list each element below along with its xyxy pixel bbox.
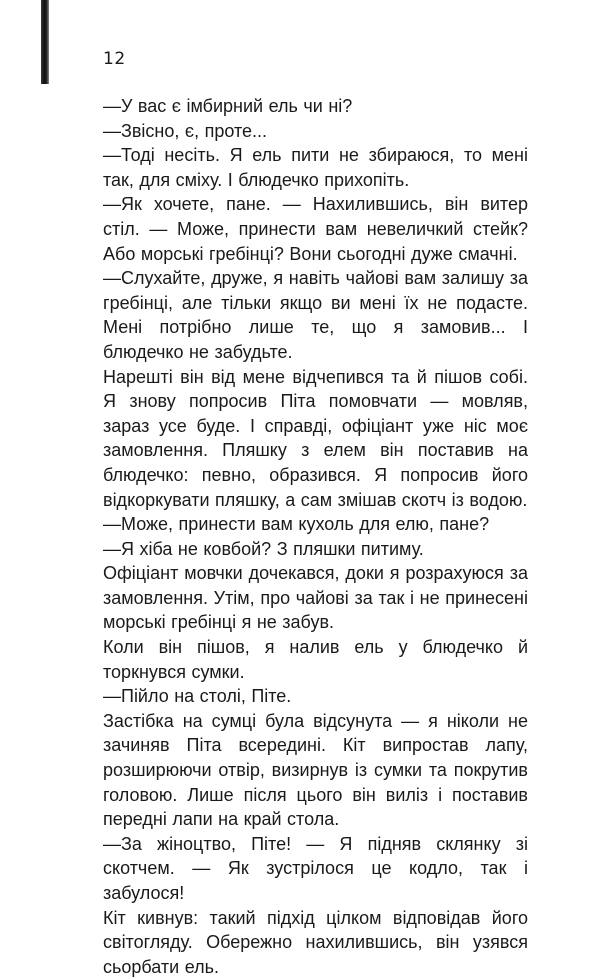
- body-text: [103, 94, 528, 979]
- book-binding-edge: [41, 0, 49, 84]
- paragraph-narration-3: Коли він пішов, я налив ель у блюдечко й торкнувся сумки.: [103, 637, 528, 682]
- paragraph-dialogue-4: —Як хочете, пане. — Нахилившись, він витер стіл. — Може, принести вам невеличкий стейк? Або морські гребінці? Вони сьогодні дуже смачні.: [103, 194, 528, 264]
- paragraph-narration-4: Застібка на сумці була відсунута — я ніколи не зачиняв Піта всередині. Кіт випростав лапу, розширюючи отвір, визирнув із сумки та покрутив головою. Лише після цього він виліз і поставив передні лапи на край стола.: [103, 710, 528, 830]
- paragraph-narration-5: Кіт кивнув: такий підхід цілком відповідав його світогляду. Обережно нахилившись, він узявся сьорбати ель.: [103, 907, 528, 977]
- page-number: 12: [103, 49, 126, 69]
- paragraph-dialogue-3: —Тоді несіть. Я ель пити не збираюся, то мені так, для сміху. І блюдечко прихопіть.: [103, 145, 528, 190]
- paragraph-narration-1: Нарешті він від мене відчепився та й пішов собі. Я знову попросив Піта помовчати — мовляв, зараз усе буде. І справді, офіціант уже ніс моє замовлення. Пляшку з елем він поставив на блюдечко: певно, образився. Я попросив його відкоркувати пляшку, а сам змішав скотч із водою.: [103, 366, 528, 510]
- paragraph-dialogue-6: —Може, принести вам кухоль для елю, пане?: [103, 514, 490, 535]
- paragraph-dialogue-1: —У вас є імбирний ель чи ні?: [103, 96, 353, 116]
- paragraph-dialogue-9: —За жіноцтво, Піте! — Я підняв склянку зі скотчем. — Як зустрілося це кодло, так і забулося!: [103, 833, 528, 903]
- paragraph-dialogue-8: —Пійло на столі, Піте.: [103, 686, 292, 707]
- paragraph-dialogue-7: —Я хіба не ковбой? З пляшки питиму.: [103, 538, 424, 559]
- paragraph-dialogue-5: —Слухайте, друже, я навіть чайові вам залишу за гребінці, але тільки якщо ви мені їх не подасте. Мені потрібно лише те, що я замовив... І блюдечко не забудьте.: [103, 268, 528, 362]
- paragraph-dialogue-2: —Звісно, є, проте...: [103, 120, 268, 141]
- paragraph-narration-2: Офіціант мовчки дочекався, доки я розрахуюся за замовлення. Утім, про чайові за так і не принесені морські гребінці я не забув.: [103, 563, 528, 633]
